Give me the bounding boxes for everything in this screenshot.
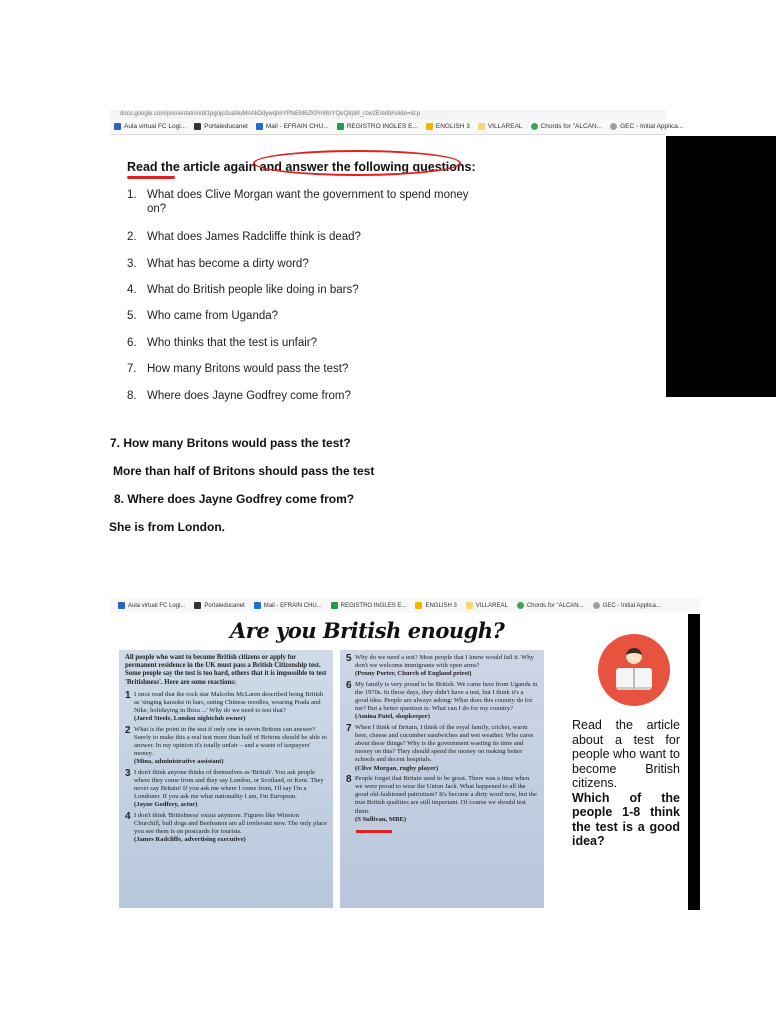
reaction-entry: 2 What is the point in the test if only one in seven Britons can answer? Surely to make this a real test more than half of Britons should be able to answer. In my opinion it's totally unfair – and a waste of taxpayers' money. (Mina, administrative assistant) bbox=[125, 724, 327, 766]
globe-icon bbox=[593, 602, 600, 609]
task-question: Which of the people 1-8 think the test is a good idea? bbox=[572, 790, 680, 848]
globe-icon bbox=[610, 123, 617, 130]
question-item: 3. What has become a dirty word? bbox=[127, 258, 309, 270]
bookmark-item[interactable]: Mail - EFRAIN CHU... bbox=[254, 602, 322, 609]
bookmarks-bar bbox=[110, 119, 684, 135]
bookmark-item[interactable]: Aula virtual FC Logi... bbox=[118, 602, 185, 609]
answer-text-7: More than half of Britons should pass the test bbox=[113, 464, 375, 478]
slide bbox=[110, 136, 666, 402]
question-item: 7. How many Britons would pass the test? bbox=[127, 363, 349, 375]
question-item: 5. Who came from Uganda? bbox=[127, 310, 279, 322]
article-title: Are you British enough? bbox=[230, 618, 505, 643]
questions-heading: Read the article again and answer the following questions: bbox=[127, 160, 476, 174]
reaction-entry: 3 I don't think anyone thinks of themselves as 'British'. You ask people where they come from and they say London, or Scotland, or Kent. They never say Britain! If you ask me where I come from, I'll say I'm a Londoner. If you ask me what nationality I am, I'm European. (Jayne Godfrey, actor) bbox=[125, 767, 324, 809]
reaction-entry: 4 I don't think 'Britishness' exists anymore. Figures like Winston Churchill, bull dogs and Beefeaters are all irrelevant now. The only place you see them is on postcards for tourists. (James Radcliffe, advertising executive) bbox=[125, 810, 327, 844]
article-column-right bbox=[340, 650, 544, 908]
drive-icon bbox=[415, 602, 422, 609]
address-bar[interactable]: docs.google.com/presentation/d/1pgnjo2uaNuMnAkDdywqbnYPNEM6ZKPnWnYQeQ8pM_rzw2E/edit#slide=id.p bbox=[110, 110, 666, 119]
task-text: Read the article about a test for people who want to become British citizens. bbox=[572, 718, 680, 790]
outlook-icon bbox=[256, 123, 263, 130]
bookmarks-bar bbox=[110, 598, 700, 613]
slide bbox=[110, 614, 688, 910]
question-item: 1. What does Clive Morgan want the government to spend money on? bbox=[127, 189, 469, 215]
bookmark-item[interactable]: REGISTRO INGLES E... bbox=[331, 602, 407, 609]
sheets-icon bbox=[331, 602, 338, 609]
folder-icon bbox=[478, 123, 485, 130]
bookmark-item[interactable]: REGISTRO INGLES E... bbox=[337, 123, 418, 130]
bookmark-item[interactable]: ENGLISH 3 bbox=[426, 123, 470, 130]
questions-screenshot bbox=[110, 110, 684, 402]
article-column-left bbox=[119, 650, 333, 908]
questions-list bbox=[127, 188, 487, 409]
article-screenshot bbox=[110, 598, 700, 910]
bookmark-item[interactable]: VILLAREAL bbox=[466, 602, 508, 609]
bookmark-icon bbox=[194, 602, 201, 609]
bookmark-item[interactable]: ENGLISH 3 bbox=[415, 602, 456, 609]
bookmark-item[interactable]: GEC - Initial Applica... bbox=[593, 602, 661, 609]
bookmark-item[interactable]: VILLAREAL bbox=[478, 123, 523, 130]
question-item: 6. Who thinks that the test is unfair? bbox=[127, 337, 318, 349]
black-side-bar bbox=[666, 136, 776, 397]
bookmark-icon bbox=[194, 123, 201, 130]
location-pin-icon bbox=[531, 123, 538, 130]
bookmark-item[interactable]: Chords for "ALCAN... bbox=[517, 602, 584, 609]
bookmark-icon bbox=[118, 602, 125, 609]
reaction-entry: 6 My family is very proud to be British. We came here from Uganda in the 1970s. In those days, they didn't have a test, but I think it's a good idea. People are always asking: What does this country do for me? But a better question is: What can I do for my country? (Amina Patel, shopkeeper) bbox=[346, 679, 538, 721]
reader-head-icon bbox=[626, 648, 642, 664]
question-item: 8. Where does Jayne Godfrey come from? bbox=[127, 390, 351, 402]
answer-question-7: 7. How many Britons would pass the test? bbox=[110, 436, 351, 450]
question-item: 2. What does James Radcliffe think is dead? bbox=[127, 231, 361, 243]
bookmark-item[interactable]: GEC - Initial Applica... bbox=[610, 123, 683, 130]
bookmark-icon bbox=[114, 123, 121, 130]
sheets-icon bbox=[337, 123, 344, 130]
question-item: 4. What do British people like doing in bars? bbox=[127, 284, 359, 296]
bookmark-item[interactable]: Portaleducanet bbox=[194, 123, 248, 130]
article-intro: All people who want to become British citizens or apply for permanent residence in the UK must pass a British Citizenship test. Some people say the test is too hard, others that it is impossible to test 'Britishness'. Here are some reactions: bbox=[125, 654, 327, 686]
bookmark-item[interactable]: Mail - EFRAIN CHU... bbox=[256, 123, 329, 130]
location-pin-icon bbox=[517, 602, 524, 609]
bookmark-item[interactable]: Portaleducanet bbox=[194, 602, 244, 609]
reaction-entry: 7 When I think of Britain, I think of the royal family, cricket, warm beer, cheese and cucumber sandwiches and wet weather. Who cares about these things? Why is the government wasting its time and money on this? They should spend the money on making better schools and decent hospitals. (Clive Morgan, rugby player) bbox=[346, 722, 534, 772]
bookmark-item[interactable]: Chords for "ALCAN... bbox=[531, 123, 603, 130]
red-underline-annotation bbox=[356, 830, 392, 833]
answer-text-8: She is from London. bbox=[109, 520, 225, 534]
reaction-entry: 1 I once read that the rock star Malcolm McLaren described being British as 'singing karaoke in bars, eating Chinese noodles, wearing Prada and Nike, holidaying in Ibiza ...' Why do we need to test that? (Jared Steele, London nightclub owner) bbox=[125, 689, 324, 723]
black-side-bar bbox=[688, 614, 700, 910]
task-instructions bbox=[572, 718, 680, 849]
red-underline-annotation bbox=[127, 176, 175, 179]
reaction-entry: 8 People forget that Britain used to be great. There was a time when we were proud to wear the Union Jack. What happened to all the good old-fashioned patriotism? It's become a dirty word now, but the true British qualities are still important. Of course we should test them. (S Sullivan, MBE) bbox=[346, 773, 537, 823]
answer-question-8: 8. Where does Jayne Godfrey come from? bbox=[114, 492, 355, 506]
red-circle-annotation bbox=[253, 150, 461, 176]
outlook-icon bbox=[254, 602, 261, 609]
bookmark-item[interactable]: Aula virtual FC Logi... bbox=[114, 123, 186, 130]
reaction-entry: 5 Why do we need a test? Most people that I know would fail it. Why don't we welcome immigrants with open arms? (Penny Porter, Church of England priest) bbox=[346, 653, 534, 678]
book-spine-icon bbox=[633, 668, 635, 690]
drive-icon bbox=[426, 123, 433, 130]
folder-icon bbox=[466, 602, 473, 609]
